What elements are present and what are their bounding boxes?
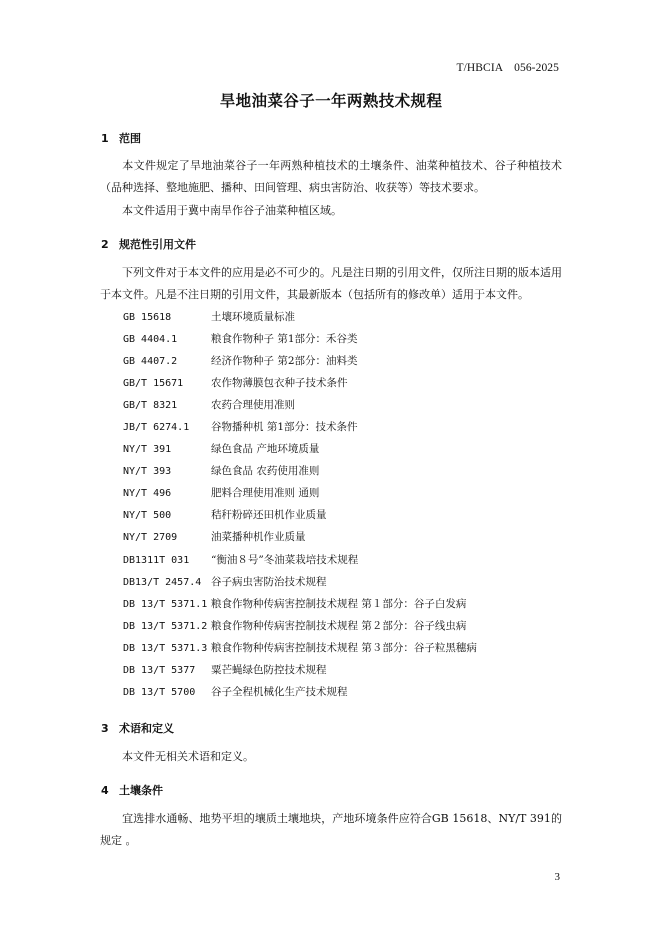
reference-code: GB 4407.2	[123, 356, 178, 367]
reference-code: DB1311T 031	[123, 555, 190, 566]
reference-item	[123, 485, 319, 503]
reference-item	[123, 684, 348, 702]
paragraph-text: 宜选排水通畅、地势平坦的壤质土壤地块，产地环境条件应符合GB 15618、NY/T 391的规定 。	[100, 812, 562, 847]
page-title: 旱地油菜谷子一年两熟技术规程	[219, 92, 443, 110]
reference-item	[123, 419, 358, 437]
section-title: 土壤条件	[119, 784, 163, 797]
reference-title: 粮食作物种传病害控制技术规程 第３部分：谷子粒黑穗病	[211, 642, 477, 654]
reference-code: GB/T 8321	[123, 400, 178, 411]
reference-title: 谷子病虫害防治技术规程	[211, 576, 327, 588]
reference-title: 经济作物种子 第2部分：油料类	[211, 355, 358, 367]
paragraph	[100, 200, 562, 222]
section-title: 范围	[119, 132, 141, 145]
reference-item	[123, 507, 327, 525]
section-number: 3	[101, 722, 109, 735]
reference-item	[123, 640, 477, 658]
paragraph	[100, 746, 562, 768]
page-number: 3	[554, 871, 560, 883]
reference-title: 粮食作物种子 第1部分：禾谷类	[211, 333, 358, 345]
paragraph-text: 本文件无相关术语和定义。	[122, 750, 254, 763]
reference-item	[123, 552, 358, 570]
reference-code: NY/T 391	[123, 444, 172, 455]
reference-code: GB 4404.1	[123, 334, 178, 345]
reference-code: DB 13/T 5700	[123, 687, 196, 698]
section-number: 1	[101, 132, 109, 145]
reference-code: NY/T 2709	[123, 532, 178, 543]
reference-title: 绿色食品 产地环境质量	[211, 443, 320, 455]
paragraph-text: 下列文件对于本文件的应用是必不可少的。凡是注日期的引用文件，仅所注日期的版本适用于本文件。凡是不注日期的引用文件，其最新版本（包括所有的修改单）适用于本文件。	[100, 266, 562, 301]
reference-title: 秸秆粉碎还田机作业质量	[211, 509, 327, 521]
reference-code: GB/T 15671	[123, 378, 184, 389]
reference-item	[123, 662, 327, 680]
section-number: 4	[101, 784, 109, 797]
reference-title: 农药合理使用准则	[211, 399, 295, 411]
reference-code: DB 13/T 5377	[123, 665, 196, 676]
paragraph	[100, 155, 562, 199]
reference-item	[123, 353, 358, 371]
reference-item	[123, 441, 319, 459]
reference-item	[123, 375, 348, 393]
reference-item	[123, 463, 319, 481]
reference-code: DB 13/T 5371.3	[123, 643, 208, 654]
paragraph-text: 本文件规定了旱地油菜谷子一年两熟种植技术的土壤条件、油菜种植技术、谷子种植技术（品种选择、整地施肥、播种、田间管理、病虫害防治、收获等）等技术要求。	[100, 159, 562, 194]
section-3-heading	[101, 720, 174, 736]
reference-title: “衡油８号”冬油菜栽培技术规程	[211, 554, 359, 566]
reference-title: 肥料合理使用准则 通则	[211, 487, 320, 499]
document-code: T/HBCIA 056-2025	[456, 62, 559, 74]
paragraph	[100, 808, 562, 852]
reference-title: 绿色食品 农药使用准则	[211, 465, 320, 477]
reference-title: 粟芒蝇绿色防控技术规程	[211, 664, 327, 676]
reference-code: DB 13/T 5371.1	[123, 599, 208, 610]
reference-title: 谷物播种机 第1部分：技术条件	[211, 421, 358, 433]
reference-item	[123, 309, 295, 327]
reference-code: GB 15618	[123, 312, 172, 323]
reference-code: JB/T 6274.1	[123, 422, 190, 433]
reference-title: 农作物薄膜包衣种子技术条件	[211, 377, 348, 389]
reference-code: NY/T 500	[123, 510, 172, 521]
paragraph	[100, 262, 562, 306]
reference-item	[123, 331, 358, 349]
paragraph-text: 本文件适用于冀中南旱作谷子油菜种植区域。	[122, 204, 342, 217]
reference-item	[123, 397, 295, 415]
reference-code: DB13/T 2457.4	[123, 577, 202, 588]
reference-item	[123, 596, 466, 614]
reference-title: 粮食作物种传病害控制技术规程 第１部分：谷子白发病	[211, 598, 467, 610]
section-4-heading	[101, 782, 163, 798]
reference-title: 粮食作物种传病害控制技术规程 第２部分：谷子线虫病	[211, 620, 467, 632]
section-1-heading	[101, 130, 141, 146]
reference-title: 土壤环境质量标准	[211, 311, 295, 323]
reference-item	[123, 574, 327, 592]
reference-code: DB 13/T 5371.2	[123, 621, 208, 632]
section-2-heading	[101, 236, 196, 252]
section-number: 2	[101, 238, 109, 251]
reference-title: 油菜播种机作业质量	[211, 531, 306, 543]
reference-code: NY/T 496	[123, 488, 172, 499]
reference-item	[123, 529, 306, 547]
section-title: 术语和定义	[119, 722, 174, 735]
reference-code: NY/T 393	[123, 466, 172, 477]
section-title: 规范性引用文件	[119, 238, 196, 251]
reference-title: 谷子全程机械化生产技术规程	[211, 686, 348, 698]
reference-item	[123, 618, 466, 636]
